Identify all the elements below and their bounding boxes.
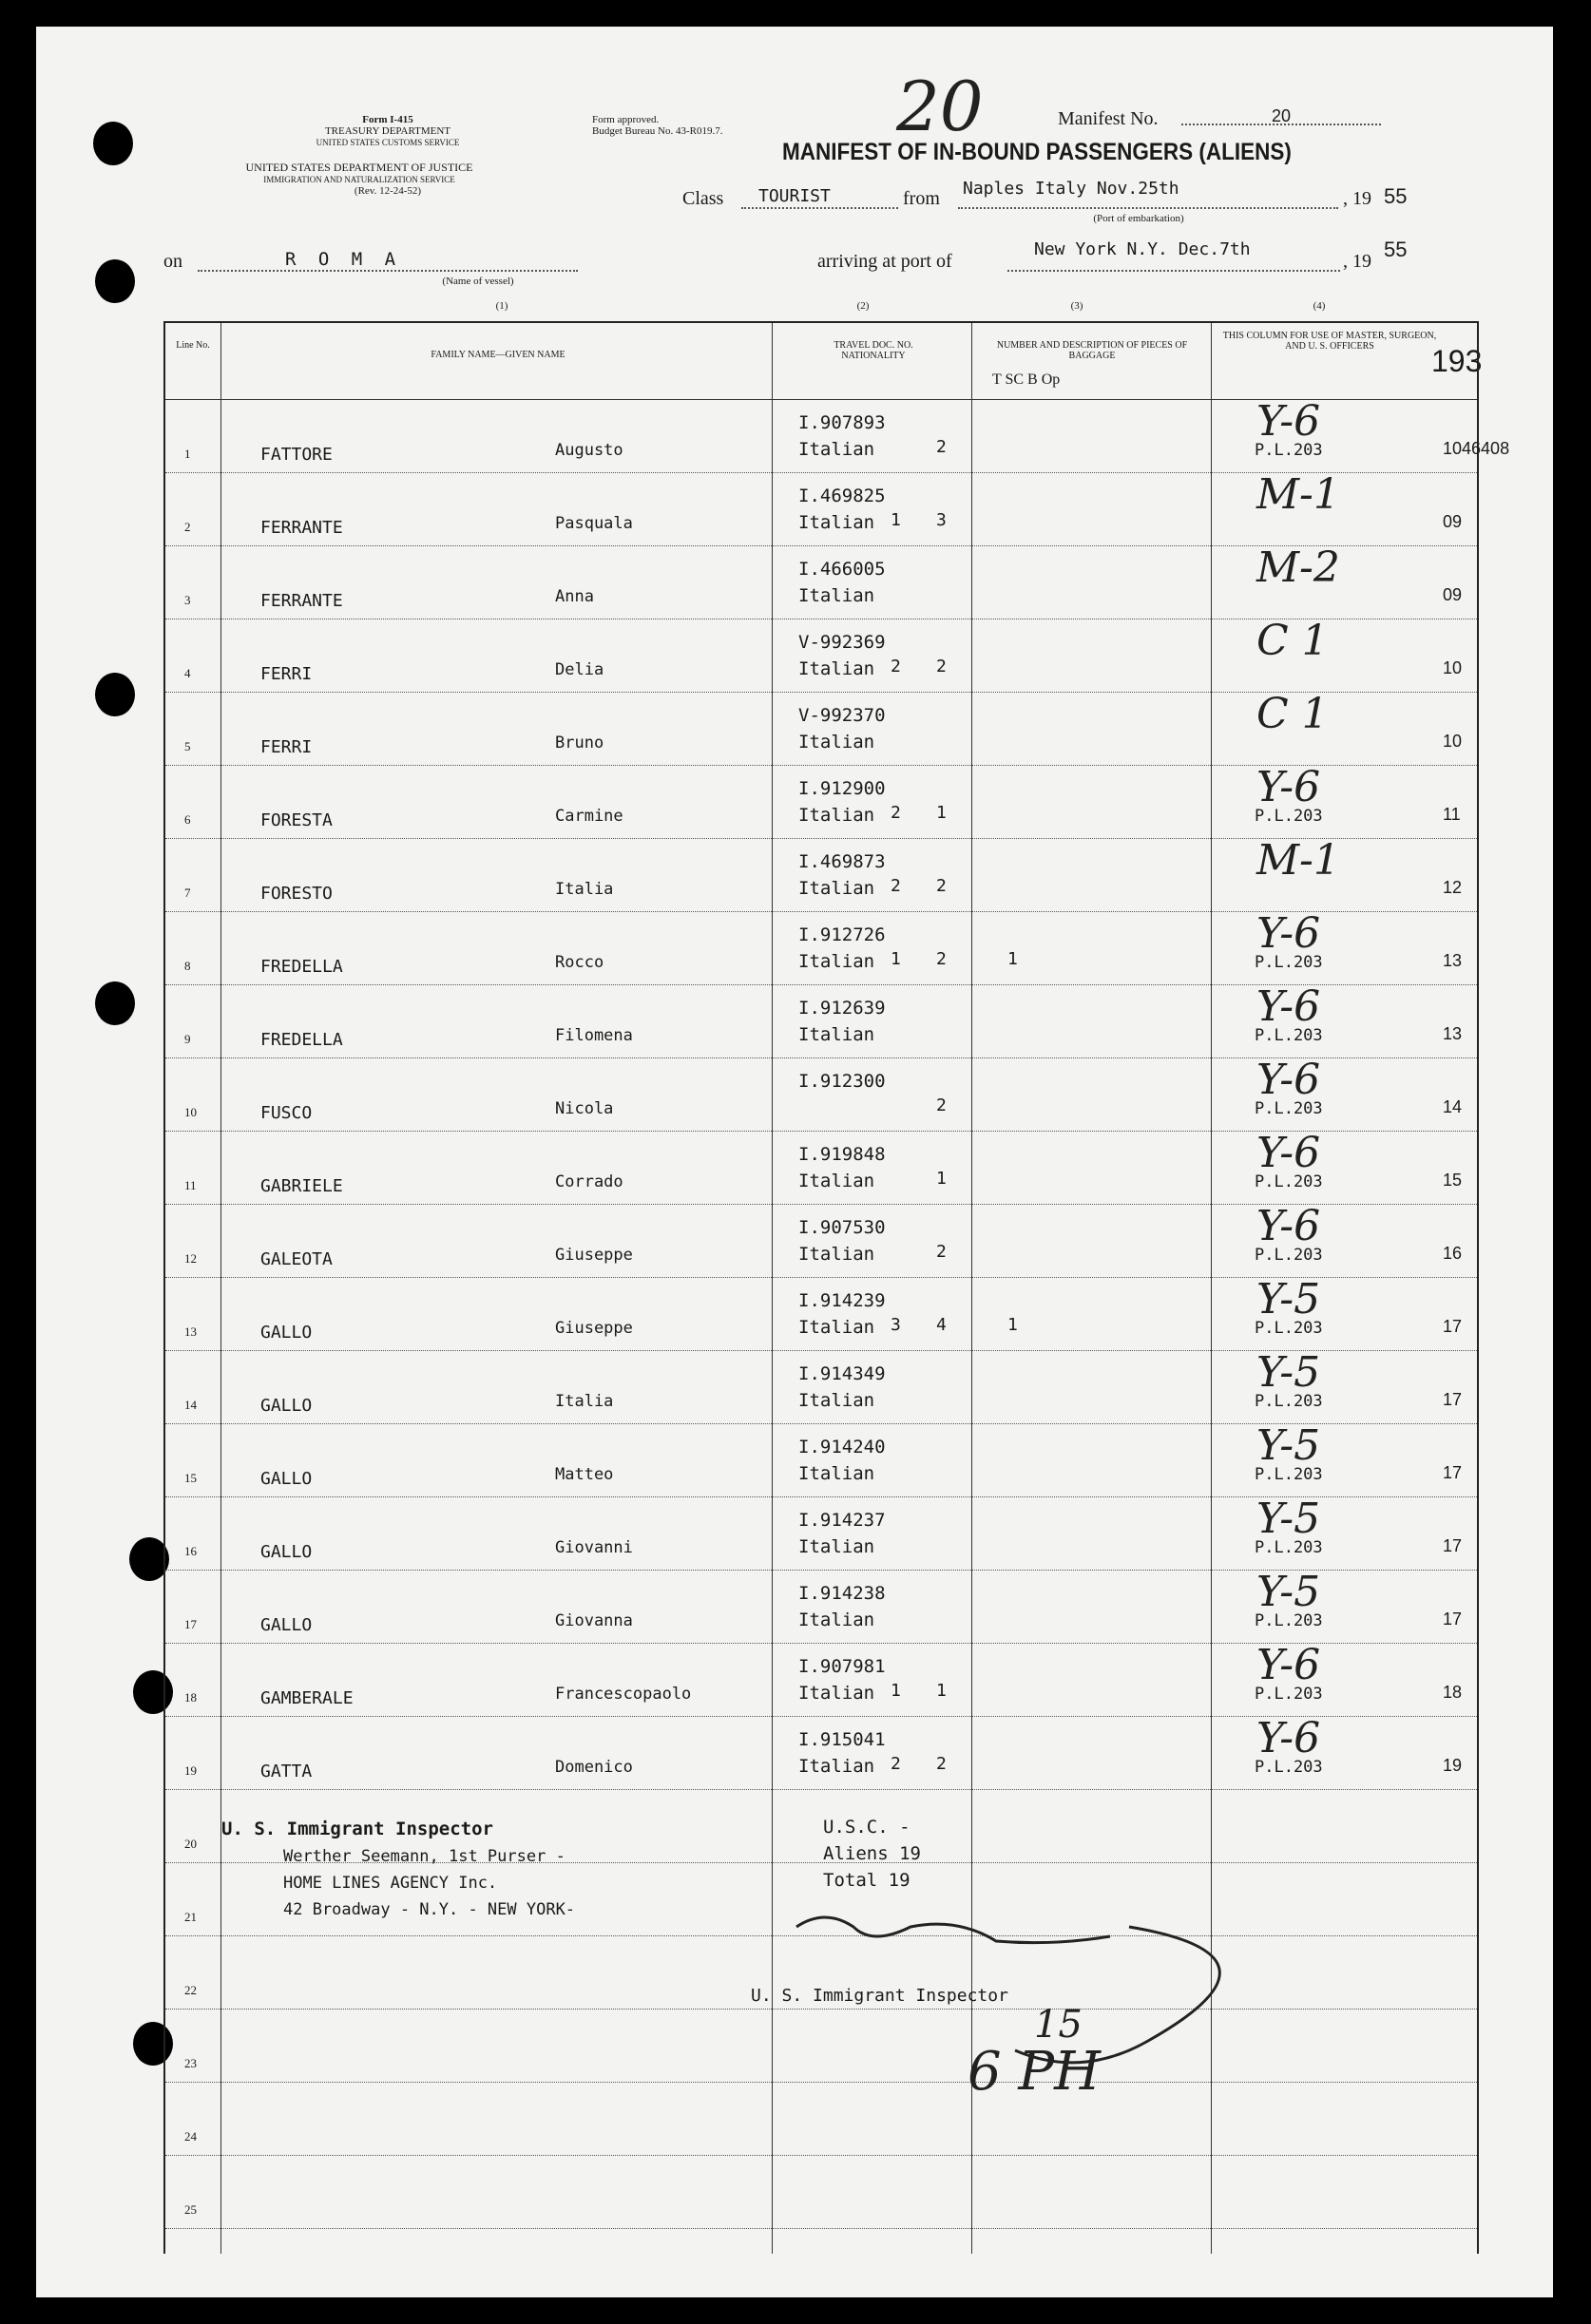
baggage-b: 1	[1007, 1315, 1018, 1335]
family-name: GALEOTA	[260, 1249, 333, 1269]
officer-note: P.L.203	[1255, 1758, 1323, 1777]
record-number: 13	[1443, 951, 1463, 970]
nationality: Italian	[798, 1610, 875, 1630]
travel-doc-number: I.469873	[798, 851, 886, 872]
class-dots	[741, 207, 898, 209]
nationality: Italian	[798, 951, 875, 972]
travel-doc-number: I.915041	[798, 1729, 886, 1750]
travel-doc-number: I.907530	[798, 1217, 886, 1238]
handwritten-code: Y-6	[1256, 1129, 1321, 1177]
family-name: GALLO	[260, 1396, 313, 1416]
footer-purser: Werther Seemann, 1st Purser -	[283, 1847, 565, 1866]
table-row	[165, 692, 1477, 765]
record-number: 17	[1443, 1610, 1463, 1629]
revision: (Rev. 12-24-52)	[354, 185, 422, 197]
family-name: FATTORE	[260, 445, 333, 465]
record-number: 11	[1443, 805, 1461, 824]
record-number: 09	[1443, 512, 1463, 531]
given-name: Rocco	[555, 953, 604, 972]
baggage-t: 2	[891, 657, 901, 676]
travel-doc-number: V-992370	[798, 705, 886, 726]
nationality: Italian	[798, 1463, 875, 1484]
footer-address: 42 Broadway - N.Y. - NEW YORK-	[283, 1900, 576, 1919]
baggage-sc: 2	[936, 1095, 947, 1115]
nationality: Italian	[798, 1536, 875, 1557]
table-row	[165, 1277, 1477, 1350]
nationality: Italian	[798, 1317, 875, 1338]
table-row	[165, 1057, 1477, 1131]
line-number: 21	[184, 1910, 197, 1924]
table-row	[165, 1716, 1477, 1789]
col-num-4: (4)	[1313, 300, 1326, 312]
line-number: 23	[184, 2056, 197, 2070]
baggage-b: 1	[1007, 949, 1018, 969]
handwritten-code: M-1	[1256, 470, 1340, 519]
family-name: GABRIELE	[260, 1176, 343, 1196]
handwritten-code: M-2	[1256, 543, 1340, 592]
travel-doc-number: I.914238	[798, 1583, 886, 1604]
record-number: 19	[1443, 1756, 1463, 1775]
vessel-caption: (Name of vessel)	[442, 276, 514, 287]
col-num-1: (1)	[495, 300, 508, 312]
vessel-dots	[198, 270, 578, 272]
budget-bureau: Budget Bureau No. 43-R019.7.	[592, 125, 723, 137]
baggage-sc: 2	[936, 1242, 947, 1262]
record-number: 09	[1443, 585, 1463, 604]
table-row	[165, 1350, 1477, 1423]
header-officers: THIS COLUMN FOR USE OF MASTER, SURGEON, AND U. S. OFFICERS	[1222, 331, 1437, 352]
arrival-dots	[1007, 270, 1340, 272]
line-number: 4	[184, 666, 191, 680]
given-name: Anna	[555, 587, 594, 606]
dept-treasury: TREASURY DEPARTMENT	[324, 125, 451, 137]
record-number: 13	[1443, 1024, 1463, 1043]
table-row	[165, 545, 1477, 619]
handwritten-code: Y-6	[1256, 763, 1321, 811]
row-rule	[165, 2228, 1477, 2229]
line-number: 24	[184, 2129, 197, 2143]
handwritten-code: Y-6	[1256, 1202, 1321, 1250]
travel-doc-number: V-992369	[798, 632, 886, 653]
baggage-t: 1	[891, 949, 901, 969]
family-name: FREDELLA	[260, 1030, 343, 1050]
family-name: FUSCO	[260, 1103, 313, 1123]
dept-justice: UNITED STATES DEPARTMENT OF JUSTICE	[245, 161, 473, 174]
baggage-t: 2	[891, 803, 901, 823]
punch-hole	[93, 122, 133, 165]
travel-doc-number: I.907893	[798, 412, 886, 433]
table-row	[165, 1496, 1477, 1570]
baggage-t: 1	[891, 1681, 901, 1701]
family-name: FERRANTE	[260, 591, 343, 611]
travel-doc-number: I.912639	[798, 998, 886, 1019]
given-name: Pasquala	[555, 514, 633, 533]
col-num-2: (2)	[856, 300, 870, 312]
given-name: Giuseppe	[555, 1246, 633, 1265]
header-line-no: Line No.	[176, 340, 210, 351]
record-number: 15	[1443, 1171, 1463, 1190]
port-embark-caption: (Port of embarkation)	[1093, 213, 1184, 224]
travel-doc-number: I.912726	[798, 924, 886, 945]
line-number: 8	[184, 959, 191, 973]
footer-inspector: U. S. Immigrant Inspector	[221, 1819, 493, 1839]
family-name: GATTA	[260, 1762, 313, 1781]
handwritten-code: Y-5	[1256, 1421, 1321, 1470]
handwritten-code: C 1	[1256, 690, 1329, 738]
line-number: 5	[184, 739, 191, 753]
arriving-label: arriving at port of	[817, 251, 952, 272]
given-name: Giuseppe	[555, 1319, 633, 1338]
table-row	[165, 1204, 1477, 1277]
line-number: 17	[184, 1617, 197, 1631]
given-name: Giovanna	[555, 1611, 633, 1630]
record-number: 14	[1443, 1097, 1463, 1116]
given-name: Filomena	[555, 1026, 633, 1045]
table-row	[165, 765, 1477, 838]
footer-usc: U.S.C. -	[823, 1817, 911, 1838]
punch-hole	[95, 259, 135, 303]
vessel-name: R O M A	[285, 249, 402, 270]
line-number: 14	[184, 1398, 197, 1412]
officer-note: P.L.203	[1255, 1172, 1323, 1191]
header-doc: TRAVEL DOC. NO. NATIONALITY	[834, 340, 913, 361]
line-number: 1	[184, 447, 191, 461]
footer-hand-note: 15	[1034, 2003, 1083, 2047]
line-number: 15	[184, 1471, 197, 1485]
nationality: Italian	[798, 1756, 875, 1777]
baggage-sc: 4	[936, 1315, 947, 1335]
travel-doc-number: I.912900	[798, 778, 886, 799]
footer-inspector-2: U. S. Immigrant Inspector	[751, 1986, 1008, 2006]
arrival-port: New York N.Y. Dec.7th	[1034, 239, 1251, 259]
year-1: 55	[1384, 184, 1408, 208]
handwritten-code: C 1	[1256, 617, 1329, 665]
form-approved: Form approved.	[592, 114, 660, 125]
dept-customs: UNITED STATES CUSTOMS SERVICE	[316, 138, 460, 147]
table-row	[165, 1643, 1477, 1716]
baggage-t: 3	[891, 1315, 901, 1335]
officer-note: P.L.203	[1255, 1465, 1323, 1484]
year-prefix-1: , 19	[1343, 188, 1371, 209]
footer-hand-note-2: 6 PH	[968, 2041, 1101, 2103]
handwritten-code: Y-6	[1256, 1056, 1321, 1104]
line-number: 3	[184, 593, 191, 607]
baggage-t: 1	[891, 510, 901, 530]
travel-doc-number: I.469825	[798, 486, 886, 506]
page-number: 193	[1431, 344, 1483, 378]
family-name: FERRANTE	[260, 518, 343, 538]
given-name: Giovanni	[555, 1538, 633, 1557]
line-number: 16	[184, 1544, 197, 1558]
handwritten-code: Y-6	[1256, 909, 1321, 958]
handwritten-code: Y-5	[1256, 1275, 1321, 1324]
line-number: 22	[184, 1983, 197, 1997]
travel-doc-number: I.912300	[798, 1071, 886, 1092]
baggage-sc: 2	[936, 876, 947, 896]
family-name: GALLO	[260, 1323, 313, 1343]
table-row	[165, 911, 1477, 984]
travel-doc-number: I.914240	[798, 1437, 886, 1457]
line-number: 18	[184, 1690, 197, 1705]
handwritten-code: Y-5	[1256, 1348, 1321, 1397]
nationality: Italian	[798, 658, 875, 679]
baggage-sc: 3	[936, 510, 947, 530]
line-number: 13	[184, 1324, 197, 1339]
baggage-sc: 2	[936, 657, 947, 676]
record-number: 12	[1443, 878, 1463, 897]
line-number: 9	[184, 1032, 191, 1046]
family-name: FORESTO	[260, 884, 333, 904]
given-name: Nicola	[555, 1099, 614, 1118]
handwritten-code: Y-5	[1256, 1495, 1321, 1543]
line-number: 25	[184, 2202, 197, 2217]
baggage-sc: 2	[936, 1754, 947, 1774]
dept-ins: IMMIGRATION AND NATURALIZATION SERVICE	[263, 175, 455, 184]
nationality: Italian	[798, 1024, 875, 1045]
family-name: FERRI	[260, 737, 313, 757]
record-number: 17	[1443, 1536, 1463, 1555]
given-name: Bruno	[555, 733, 604, 752]
nationality: Italian	[798, 805, 875, 826]
baggage-sc: 2	[936, 437, 947, 457]
footer-agency: HOME LINES AGENCY Inc.	[283, 1874, 498, 1893]
travel-doc-number: I.919848	[798, 1144, 886, 1165]
given-name: Francescopaolo	[555, 1685, 692, 1704]
baggage-sc: 1	[936, 1169, 947, 1189]
manifest-page	[36, 27, 1553, 2297]
officer-note: P.L.203	[1255, 1319, 1323, 1338]
given-name: Carmine	[555, 807, 623, 826]
table-row	[165, 1570, 1477, 1643]
handwritten-code: Y-6	[1256, 397, 1321, 446]
given-name: Domenico	[555, 1758, 633, 1777]
nationality: Italian	[798, 512, 875, 533]
line-number: 20	[184, 1837, 197, 1851]
nationality: Italian	[798, 732, 875, 752]
officer-note: P.L.203	[1255, 1685, 1323, 1704]
baggage-sc: 1	[936, 1681, 947, 1701]
officer-note: P.L.203	[1255, 1246, 1323, 1265]
handwritten-number: 20	[896, 67, 984, 146]
col-num-3: (3)	[1070, 300, 1083, 312]
travel-doc-number: I.907981	[798, 1656, 886, 1677]
table-row	[165, 838, 1477, 911]
handwritten-code: Y-6	[1256, 982, 1321, 1031]
punch-hole	[95, 981, 135, 1025]
punch-hole	[95, 673, 135, 716]
handwritten-code: Y-6	[1256, 1714, 1321, 1762]
officer-note: P.L.203	[1255, 441, 1323, 460]
officer-note: P.L.203	[1255, 1538, 1323, 1557]
table-row	[165, 1423, 1477, 1496]
record-number: 10	[1443, 658, 1463, 677]
officer-note: P.L.203	[1255, 1611, 1323, 1630]
given-name: Italia	[555, 880, 614, 899]
family-name: FORESTA	[260, 810, 333, 830]
table-row	[165, 472, 1477, 545]
family-name: GAMBERALE	[260, 1688, 354, 1708]
record-number: 17	[1443, 1317, 1463, 1336]
handwritten-code: M-1	[1256, 836, 1340, 885]
officer-note: P.L.203	[1255, 1099, 1323, 1118]
nationality: Italian	[798, 1390, 875, 1411]
on-label: on	[163, 251, 182, 272]
nationality: Italian	[798, 1171, 875, 1191]
table-row	[165, 1131, 1477, 1204]
class-label: Class	[682, 188, 724, 209]
family-name: FREDELLA	[260, 957, 343, 977]
baggage-t: 2	[891, 1754, 901, 1774]
given-name: Italia	[555, 1392, 614, 1411]
officer-note: P.L.203	[1255, 1392, 1323, 1411]
record-number: 10	[1443, 732, 1463, 751]
manifest-no-value: 20	[1272, 106, 1292, 125]
class-value: TOURIST	[758, 186, 831, 206]
given-name: Matteo	[555, 1465, 614, 1484]
record-number: 16	[1443, 1244, 1463, 1263]
line-number: 7	[184, 886, 191, 900]
travel-doc-number: I.914239	[798, 1290, 886, 1311]
baggage-sc: 1	[936, 803, 947, 823]
table-row	[165, 619, 1477, 692]
family-name: GALLO	[260, 1469, 313, 1489]
line-number: 10	[184, 1105, 197, 1119]
record-number: 17	[1443, 1390, 1463, 1409]
table-row	[165, 397, 1510, 472]
manifest-no-label: Manifest No.	[1058, 108, 1159, 129]
baggage-sc: 2	[936, 949, 947, 969]
line-number: 12	[184, 1251, 197, 1266]
empty-row	[165, 2155, 1477, 2228]
travel-doc-number: I.914349	[798, 1363, 886, 1384]
header-baggage-sub: T SC B Op	[992, 371, 1061, 388]
line-number: 11	[184, 1178, 197, 1192]
from-value: Naples Italy Nov.25th	[963, 179, 1179, 199]
year-2: 55	[1384, 238, 1408, 261]
header-name: FAMILY NAME—GIVEN NAME	[431, 350, 565, 360]
baggage-t: 2	[891, 876, 901, 896]
year-prefix-2: , 19	[1343, 251, 1371, 272]
travel-doc-number: I.466005	[798, 559, 886, 580]
given-name: Delia	[555, 660, 604, 679]
family-name: GALLO	[260, 1542, 313, 1562]
family-name: GALLO	[260, 1615, 313, 1635]
line-number: 19	[184, 1763, 197, 1778]
footer-total: Total 19	[823, 1870, 911, 1891]
table-row	[165, 984, 1477, 1057]
line-number: 6	[184, 812, 191, 827]
nationality: Italian	[798, 1244, 875, 1265]
given-name: Augusto	[555, 441, 623, 460]
family-name: FERRI	[260, 664, 313, 684]
from-label: from	[903, 188, 940, 209]
record-number: 18	[1443, 1683, 1463, 1702]
nationality: Italian	[798, 439, 875, 460]
travel-doc-number: I.914237	[798, 1510, 886, 1531]
record-number: 1046408	[1443, 439, 1510, 458]
given-name: Corrado	[555, 1172, 623, 1191]
officer-note: P.L.203	[1255, 807, 1323, 826]
footer-aliens: Aliens 19	[823, 1843, 921, 1864]
line-number: 2	[184, 520, 191, 534]
officer-note: P.L.203	[1255, 1026, 1323, 1045]
signature-scrawl	[768, 1889, 1262, 2098]
nationality: Italian	[798, 585, 875, 606]
header-baggage: NUMBER AND DESCRIPTION OF PIECES OF BAGGAGE	[996, 340, 1188, 361]
handwritten-code: Y-5	[1256, 1568, 1321, 1616]
record-number: 17	[1443, 1463, 1463, 1482]
manifest-title: MANIFEST OF IN-BOUND PASSENGERS (ALIENS)	[782, 139, 1292, 165]
nationality: Italian	[798, 878, 875, 899]
handwritten-code: Y-6	[1256, 1641, 1321, 1689]
from-dots	[958, 207, 1338, 209]
officer-note: P.L.203	[1255, 953, 1323, 972]
nationality: Italian	[798, 1683, 875, 1704]
form-number: Form I-415	[362, 114, 413, 125]
